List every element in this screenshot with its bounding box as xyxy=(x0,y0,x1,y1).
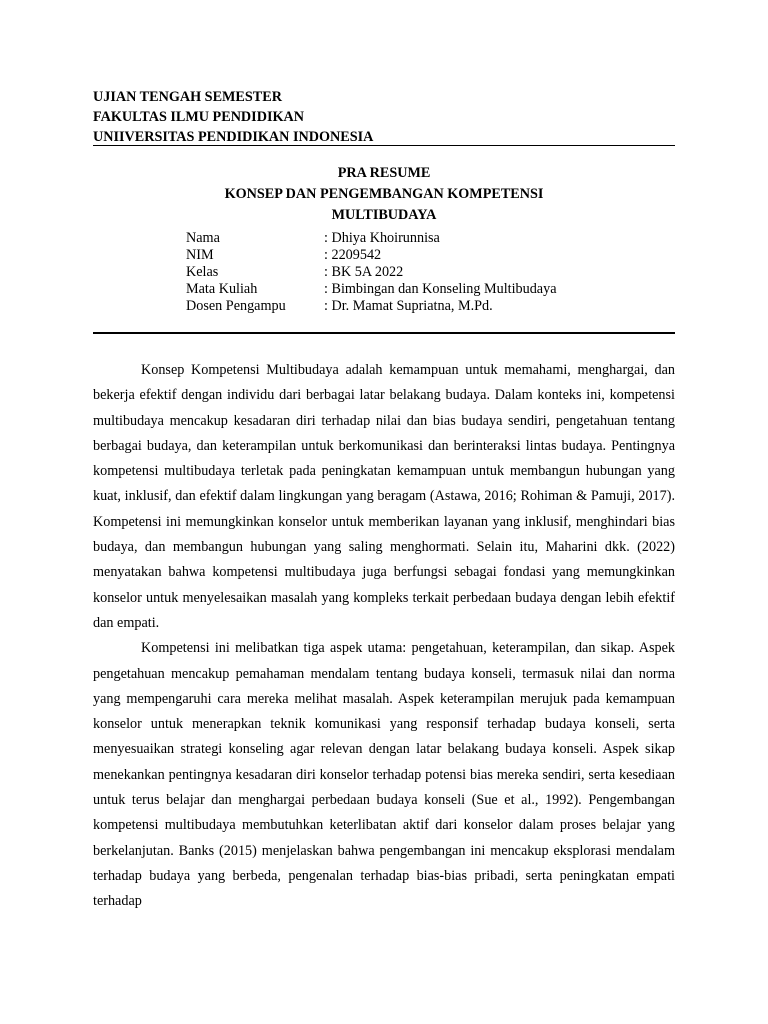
title-line-resume: PRA RESUME xyxy=(337,165,431,181)
info-value: : Bimbingan dan Konseling Multibudaya xyxy=(324,281,557,297)
info-row-course xyxy=(186,281,557,298)
info-value: : 2209542 xyxy=(324,247,382,263)
body-paragraph: Kompetensi ini melibatkan tiga aspek utama: pengetahuan, keterampilan, dan sikap. Aspek pengetahuan mencakup pemahaman mendalam tentang budaya konseli, termasuk nilai dan norma yang mempengaruhi cara mereka melihat masalah. Aspek keterampilan merujuk pada kemampuan konselor untuk menerapkan teknik komunikasi yang responsif terhadap budaya konseli, serta menyesuaikan strategi konseling agar relevan dengan latar belakang budaya konseli. Aspek sikap menekankan pentingnya kesadaran diri konselor terhadap potensi bias mereka sendiri, serta kesediaan untuk terus belajar dan menghargai perbedaan budaya konseli (Sue et al., 1992). Pengembangan kompetensi multibudaya membutuhkan keterlibatan aktif dari konselor dalam proses belajar yang berkelanjutan. Banks (2015) menjelaskan bahwa pengembangan ini mencakup eksplorasi mendalam terhadap budaya yang berbeda, pengenalan terhadap bias-bias pribadi, serta peningkatan empati terhadap xyxy=(93,640,675,910)
info-row-class xyxy=(186,264,557,281)
body-paragraph: Konsep Kompetensi Multibudaya adalah kemampuan untuk memahami, menghargai, dan bekerja efektif dengan individu dari berbagai latar belakang budaya. Dalam konteks ini, kompetensi multibudaya mencakup kesadaran diri terhadap nilai dan bias budaya sendiri, pengetahuan tentang berbagai budaya, dan keterampilan untuk berkomunikasi dan berinteraksi lintas budaya. Pentingnya kompetensi multibudaya terletak pada peningkatan kemampuan untuk membangun hubungan yang kuat, inklusif, dan efektif dalam lingkungan yang beragam (Astawa, 2016; Rohiman & Pamuji, 2017). Kompetensi ini memungkinkan konselor untuk memberikan layanan yang inklusif, menghindari bias budaya, dan membangun hubungan yang saling menghormati. Selain itu, Maharini dkk. (2022) menyatakan bahwa kompetensi multibudaya juga berfungsi sebagai fondasi yang memungkinkan konselor untuk menyelesaikan masalah yang kompleks terkait perbedaan budaya dengan lebih efektif dan empati. xyxy=(93,362,675,631)
info-divider xyxy=(93,332,675,334)
exam-header xyxy=(93,87,675,147)
student-info xyxy=(186,230,557,315)
title-line-topic: KONSEP DAN PENGEMBANGAN KOMPETENSI MULTIBUDAYA xyxy=(224,186,544,223)
info-row-name xyxy=(186,230,557,247)
info-row-nim xyxy=(186,247,557,264)
document-title xyxy=(93,163,675,226)
header-faculty: FAKULTAS ILMU PENDIDIKAN xyxy=(93,109,304,125)
info-value: : Dr. Mamat Supriatna, M.Pd. xyxy=(324,298,493,314)
info-value: : Dhiya Khoirunnisa xyxy=(324,230,440,246)
info-label: NIM xyxy=(186,247,214,263)
header-university: UNIIVERSITAS PENDIDIKAN INDONESIA xyxy=(93,129,374,145)
info-label: Dosen Pengampu xyxy=(186,298,286,314)
header-exam-title: UJIAN TENGAH SEMESTER xyxy=(93,89,282,105)
info-row-lecturer xyxy=(186,298,557,315)
info-label: Kelas xyxy=(186,264,219,280)
info-label: Mata Kuliah xyxy=(186,281,258,297)
info-value: : BK 5A 2022 xyxy=(324,264,404,280)
info-label: Nama xyxy=(186,230,220,246)
document-body xyxy=(93,358,675,915)
header-divider xyxy=(93,145,675,146)
